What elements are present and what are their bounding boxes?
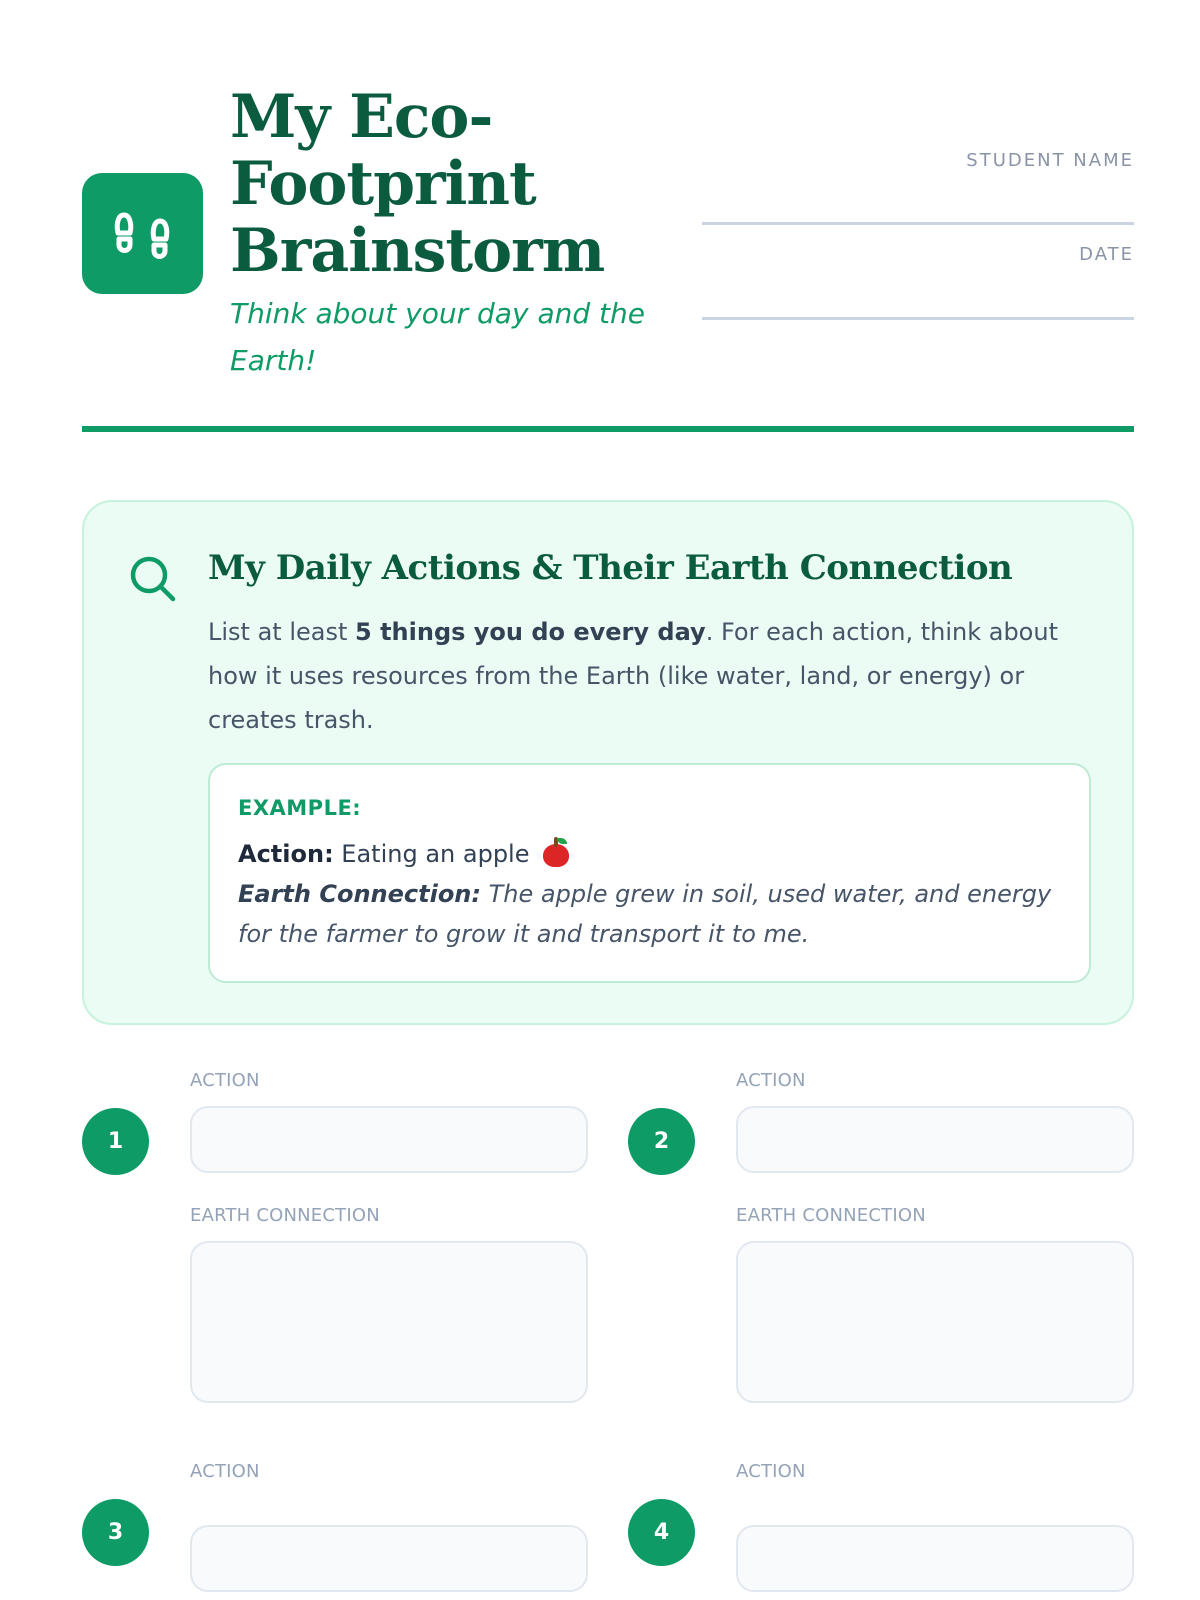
action-label: ACTION [736,1070,806,1091]
action-label: ACTION [190,1070,260,1091]
action-input[interactable] [190,1106,588,1173]
instructions-text: List at least 5 things you do every day. For each action, think about how it uses resources from the Earth (like water, land, or energy) or creates trash. [208,618,1058,734]
header-divider [82,426,1134,432]
student-name-field[interactable] [702,222,1134,225]
action-input[interactable] [190,1525,588,1592]
footprints-icon [82,173,203,294]
action-input[interactable] [736,1106,1134,1173]
student-name-label: STUDENT NAME [966,150,1134,171]
page-title: My Eco-Footprint Brainstorm [230,82,605,286]
search-icon [128,554,178,604]
action-input[interactable] [736,1525,1134,1592]
earth-connection-label: EARTH CONNECTION [190,1205,380,1226]
page-subtitle: Think about your day and the Earth! [230,297,645,377]
earth-connection-input[interactable] [736,1241,1134,1403]
apple-icon [541,837,571,867]
example-connection: Earth Connection: The apple grew in soil, used water, and energy for the farmer to grow it and transport it to me. [238,880,1052,948]
entry-number-badge: 3 [82,1499,149,1566]
action-label: ACTION [190,1461,260,1482]
example-label: EXAMPLE: [238,796,362,820]
earth-connection-label: EARTH CONNECTION [736,1205,926,1226]
entry-number-badge: 1 [82,1108,149,1175]
example-box [208,763,1091,983]
entry-number-badge: 2 [628,1108,695,1175]
instructions-title: My Daily Actions & Their Earth Connection [208,548,1013,588]
entry-number-badge: 4 [628,1499,695,1566]
date-label: DATE [1079,244,1134,265]
example-action: Action: Eating an apple [238,834,571,874]
instructions-emphasis: 5 things you do every day [355,618,706,646]
action-label: ACTION [736,1461,806,1482]
instructions-card [82,500,1134,1025]
date-field[interactable] [702,317,1134,320]
earth-connection-input[interactable] [190,1241,588,1403]
